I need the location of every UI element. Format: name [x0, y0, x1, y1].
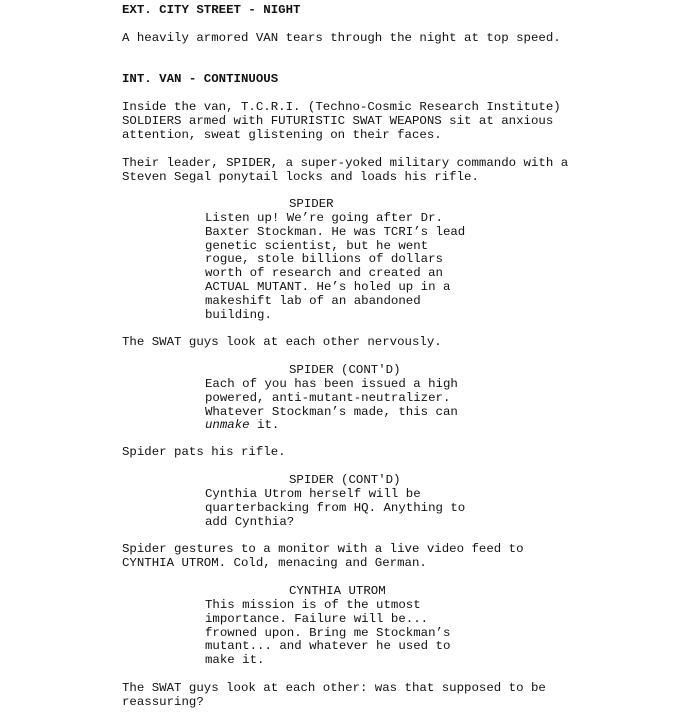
action-paragraph: The SWAT guys look at each other: was that supposed to be reassuring?: [122, 681, 546, 709]
dialogue-text: Each of you has been issued a high powered, anti-mutant-neutralizer. Whatever Stockman’s made, this can: [205, 377, 458, 419]
character-name: SPIDER (CONT'D): [289, 473, 401, 487]
character-name: SPIDER (CONT'D): [289, 363, 401, 377]
dialogue-text: it.: [249, 418, 280, 433]
scene-heading: EXT. CITY STREET - NIGHT: [122, 3, 301, 17]
dialogue: [205, 378, 458, 433]
action-line: Spider pats his rifle.: [122, 445, 286, 459]
action-paragraph: Their leader, SPIDER, a super-yoked military commando with a Steven Segal ponytail locks and loads his rifle.: [122, 156, 569, 184]
dialogue: This mission is of the utmost importance. Failure will be... frowned upon. Bring me Stockman’s mutant... and whatever he used to make it.: [205, 598, 451, 668]
character-name: CYNTHIA UTROM: [289, 584, 386, 598]
action-line: The SWAT guys look at each other nervously.: [122, 335, 442, 349]
action-paragraph: Inside the van, T.C.R.I. (Techno-Cosmic Research Institute) SOLDIERS armed with FUTURISTIC SWAT WEAPONS sit at anxious attention, sweat glistening on their faces.: [122, 100, 561, 142]
dialogue: Cynthia Utrom herself will be quarterbacking from HQ. Anything to add Cynthia?: [205, 487, 466, 529]
scene-heading: INT. VAN - CONTINUOUS: [122, 72, 279, 86]
dialogue-emphasis: unmake: [205, 418, 250, 433]
action-line: A heavily armored VAN tears through the night at top speed.: [122, 31, 561, 45]
dialogue: Listen up! We’re going after Dr. Baxter Stockman. He was TCRI’s lead genetic scientist, but he went rogue, stole billions of dollars worth of research and created an ACTUAL MUTANT. He’s holed up in a makeshift lab of an abandoned building.: [205, 211, 466, 322]
character-name: SPIDER: [289, 197, 334, 211]
action-paragraph: Spider gestures to a monitor with a live video feed to CYNTHIA UTROM. Cold, menacing and German.: [122, 542, 524, 570]
